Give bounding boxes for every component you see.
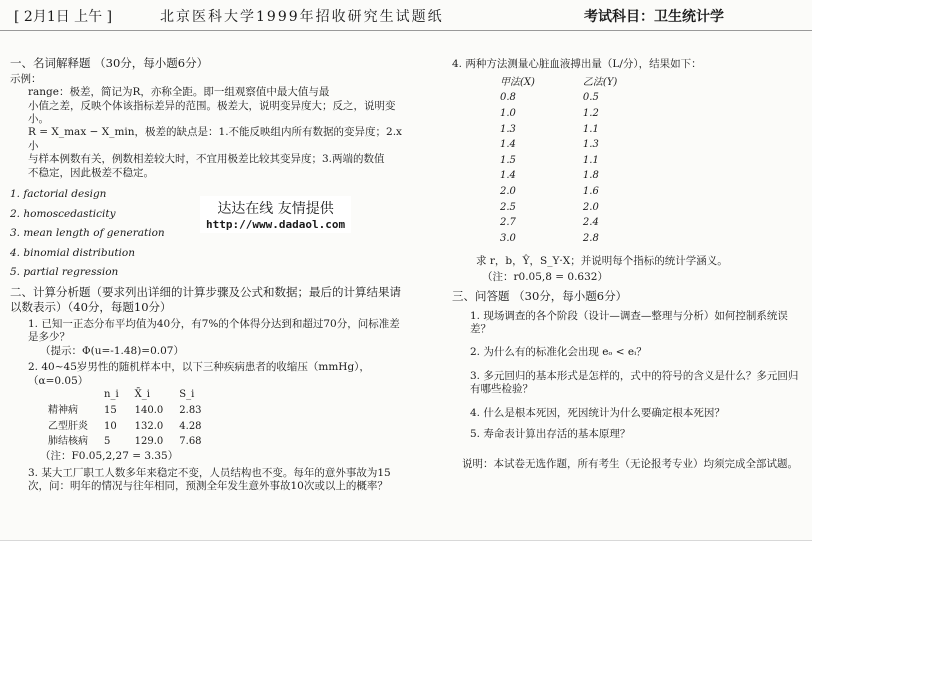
table-header: 乙法(Y) bbox=[582, 76, 618, 88]
table-cell: 15 bbox=[104, 405, 117, 417]
section2-title: 二、计算分析题（要求列出详细的计算步骤及公式和数据；最后的计算结果请以数表示）（40分，每题10分） bbox=[10, 285, 401, 315]
table-cell: 2.7 bbox=[500, 217, 516, 229]
table-row bbox=[40, 435, 210, 451]
subject-header: 考试科目：卫生统计学 bbox=[584, 9, 724, 25]
table-cell: 4.28 bbox=[179, 420, 202, 432]
table-cell: 乙型肝炎 bbox=[48, 420, 88, 432]
left-column bbox=[10, 54, 406, 494]
term-item: 5. partial regression bbox=[10, 265, 119, 278]
table-cell: 1.0 bbox=[500, 108, 516, 120]
table-cell: 2.4 bbox=[582, 217, 599, 229]
question-2-1-hint: （提示：Φ(u=-1.48)=0.07） bbox=[40, 344, 184, 357]
table-cell: 1.2 bbox=[582, 108, 599, 120]
table-cell: 2.8 bbox=[582, 232, 599, 244]
table-row bbox=[492, 216, 625, 232]
table-cell: 129.0 bbox=[134, 436, 164, 448]
qa-item: 4. 什么是根本死因，死因统计为什么要确定根本死因？ bbox=[470, 406, 725, 419]
table-row bbox=[492, 153, 625, 169]
question-2-3: 3. 某大工厂职工人数多年来稳定不变，人员结构也不变。每年的意外事故为15次，问：明年的情况与往年相同，预测全年发生意外事故10次或以上的概率？ bbox=[28, 466, 391, 493]
table-cell: 3.0 bbox=[500, 232, 516, 244]
table-cell: 7.68 bbox=[179, 436, 202, 448]
table-row bbox=[492, 185, 625, 201]
example-line: range：极差，简记为R，亦称全距。即一组观察值中最大值与最 bbox=[28, 86, 330, 99]
table-cell: 140.0 bbox=[134, 405, 164, 417]
pressure-table bbox=[40, 388, 210, 450]
table-row bbox=[40, 404, 210, 420]
question-2-4-note: （注：r0.05,8 = 0.632） bbox=[482, 271, 608, 284]
table-cell: 1.5 bbox=[500, 154, 516, 166]
question-2-4-ask: 求 r，b，Ŷ，S_Y·X；并说明每个指标的统计学涵义。 bbox=[476, 254, 728, 267]
table-cell: 1.3 bbox=[500, 123, 516, 135]
table-cell: 1.4 bbox=[500, 170, 516, 182]
exam-instruction: 说明：本试卷无选作题，所有考生（无论报考专业）均须完成全部试题。 bbox=[462, 457, 798, 470]
table-row bbox=[492, 122, 625, 138]
table-row bbox=[492, 169, 625, 185]
table-row bbox=[492, 138, 625, 154]
table-row bbox=[492, 107, 625, 123]
question-2-2-note: （注：F0.05,2,27 = 3.35） bbox=[40, 450, 179, 463]
table-cell: 0.8 bbox=[500, 92, 516, 104]
table-header: X̄_i bbox=[134, 389, 150, 401]
table-cell: 1.6 bbox=[582, 185, 599, 197]
example-label: 示例： bbox=[10, 72, 42, 85]
section3-title: 三、问答题 （30分，每小题6分） bbox=[452, 288, 628, 303]
table-row bbox=[492, 91, 625, 107]
table-cell: 1.3 bbox=[582, 139, 599, 151]
qa-item: 3. 多元回归的基本形式是怎样的，式中的符号的含义是什么？多元回归有哪些检验？ bbox=[470, 369, 799, 396]
question-2-2: 2. 40~45岁男性的随机样本中，以下三种疾病患者的收缩压（mmHg），（α=0.05） bbox=[28, 361, 370, 387]
term-item: 4. binomial distribution bbox=[10, 246, 136, 259]
watermark-line1: 达达在线 友情提供 bbox=[217, 201, 334, 217]
table-row bbox=[40, 419, 210, 435]
table-cell: 2.0 bbox=[500, 185, 516, 197]
example-line: 不稳定，因此极差不稳定。 bbox=[28, 166, 154, 179]
table-cell: 0.5 bbox=[582, 92, 599, 104]
qa-item: 1. 现场调查的各个阶段（设计—调查—整理与分析）如何控制系统误差？ bbox=[470, 309, 788, 335]
term-item: 2. homoscedasticity bbox=[10, 207, 116, 220]
date-tag: [ 2月1日 上午 ] bbox=[14, 9, 113, 25]
table-cell: 精神病 bbox=[48, 405, 78, 417]
example-line: R = X_max − X_min，极差的缺点是：1.不能反映组内所有数据的变异度；2.x小 bbox=[28, 126, 402, 152]
qa-item: 5. 寿命表计算出存活的基本原理？ bbox=[470, 428, 631, 441]
example-line: 与样本例数有关，例数相差较大时，不宜用极差比较其变异度；3.两端的数值 bbox=[28, 153, 385, 166]
table-row bbox=[492, 231, 625, 247]
table-cell: 10 bbox=[104, 420, 117, 432]
right-column bbox=[452, 58, 804, 471]
term-item: 3. mean length of generation bbox=[10, 227, 165, 240]
school-header: 北京医科大学1999年招收研究生试题纸 bbox=[160, 9, 444, 25]
table-cell: 1.1 bbox=[582, 154, 599, 166]
measurement-table bbox=[492, 75, 625, 247]
qa-item: 2. 为什么有的标准化会出现 eₒ < eᵢ？ bbox=[470, 346, 647, 359]
table-cell: 肺结核病 bbox=[48, 436, 88, 448]
table-cell: 1.8 bbox=[582, 170, 599, 182]
table-cell: 132.0 bbox=[134, 420, 164, 432]
table-header: n_i bbox=[104, 389, 119, 401]
table-cell: 2.0 bbox=[582, 201, 599, 213]
question-2-1: 1. 已知一正态分布平均值为40分，有7%的个体得分达到和超过70分，问标准差是多少？ bbox=[28, 317, 400, 344]
header-divider bbox=[0, 30, 812, 31]
table-header-row bbox=[492, 75, 625, 91]
table-cell: 1.4 bbox=[500, 139, 516, 151]
table-cell: 5 bbox=[104, 436, 111, 448]
term-item: 1. factorial design bbox=[10, 188, 107, 201]
table-header: 甲法(X) bbox=[500, 76, 535, 88]
example-text bbox=[10, 86, 406, 180]
table-cell: 1.1 bbox=[582, 123, 599, 135]
table-cell: 2.83 bbox=[179, 405, 202, 417]
table-header bbox=[40, 388, 96, 404]
example-line: 小值之差，反映个体该指标差异的范围。极差大，说明变异度大；反之，说明变小。 bbox=[28, 99, 396, 126]
table-header: S_i bbox=[179, 389, 195, 401]
watermark bbox=[200, 196, 351, 233]
question-2-4: 4. 两种方法测量心脏血液搏出量（L/分），结果如下： bbox=[452, 58, 702, 70]
watermark-url: http://www.dadaol.com bbox=[206, 218, 346, 231]
section1-title: 一、名词解释题 （30分，每小题6分） bbox=[10, 56, 209, 70]
table-header-row bbox=[40, 388, 210, 404]
table-cell: 2.5 bbox=[500, 201, 516, 213]
table-row bbox=[492, 200, 625, 216]
